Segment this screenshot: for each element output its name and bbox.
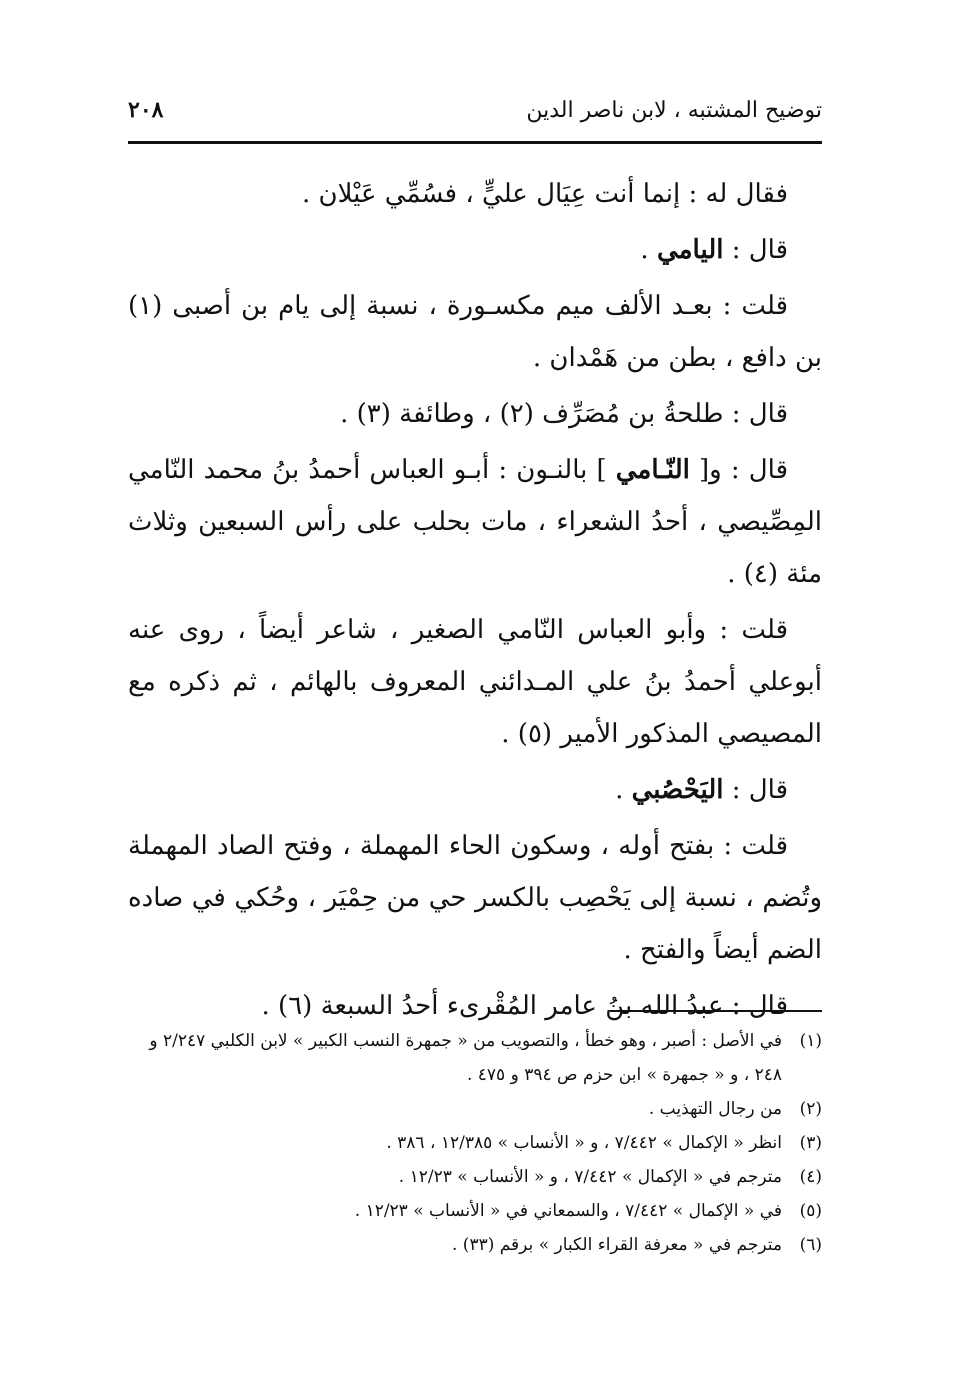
- page-header: [128, 90, 822, 130]
- paragraph: فقال له : إنما أنت عِيَال عليٍّ ، فسُمِّي عَيْلان .: [302, 179, 788, 209]
- paragraph: قلت : بعـد الألف ميم مكسـورة ، نسبة إلى يام بن أصبى (١) بن دافع ، بطن من هَمْدان .: [128, 291, 822, 373]
- paragraph: قال : اليَحْصُبي .: [615, 775, 788, 805]
- footnote: (٣) انظر « الإكمال » ٧/٤٤٢ ، و « الأنساب » ١٢/٣٨٥ ، ٣٨٦ .: [128, 1126, 822, 1160]
- entry-heading: اليامي: [656, 235, 724, 265]
- footnote: (٢) من رجال التهذيب .: [128, 1092, 822, 1126]
- paragraph: قال : و[ النّـامي ] بالنـون : أبـو العباس أحمدُ بنُ محمد النّامي المِصِّيصي ، أحدُ الشعراء ، مات بحلب على رأس السبعين وثلاث مئة (٤) .: [128, 455, 822, 589]
- footnote-number: (٤): [799, 1167, 822, 1187]
- footnote-number: (٥): [799, 1201, 822, 1221]
- entry-heading: النّـامي: [615, 455, 690, 485]
- footnote-number: (٦): [799, 1235, 822, 1255]
- footnote-number: (٢): [799, 1099, 822, 1119]
- footnote: (١) في الأصل : أصبر ، وهو خطأ ، والتصويب من « جمهرة النسب الكبير » لابن الكلبي ٢/٢٤٧ و ٢٤٨ ، و « جمهرة » ابن حزم ص ٣٩٤ و ٤٧٥ .: [128, 1024, 822, 1092]
- footnote-separator: [610, 1010, 822, 1012]
- entry-heading: اليَحْصُبي: [631, 775, 724, 805]
- paragraph: قلت : بفتح أوله ، وسكون الحاء المهملة ، وفتح الصاد المهملة وتُضم ، نسبة إلى يَحْصِب بالكسر حي من حِمْيَر ، وحُكي في صاده الضم أيضاً والفتح .: [128, 831, 822, 965]
- running-title: توضيح المشتبه ، لابن ناصر الدين: [526, 97, 822, 123]
- footnote-number: (٣): [799, 1133, 822, 1153]
- header-rule: [128, 141, 822, 144]
- footnote-number: (١): [799, 1031, 822, 1051]
- paragraph: قلت : وأبو العباس النّامي الصغير ، شاعر أيضاً ، روى عنه أبوعلي أحمدُ بنُ علي المـدائني المعروف بالهائم ، ثم ذكره مع المصيصي المذكور الأمير (٥) .: [128, 615, 822, 749]
- page-number: ٢٠٨: [128, 97, 164, 123]
- paragraph: قال : اليامي .: [640, 235, 788, 265]
- paragraph: قال : طلحةُ بن مُصَرِّف (٢) ، وطائفة (٣) .: [340, 399, 788, 429]
- footnote: (٤) مترجم في « الإكمال » ٧/٤٤٢ ، و « الأنساب » ١٢/٢٣ .: [128, 1160, 822, 1194]
- footnotes: [128, 1024, 822, 1262]
- paragraph: قال : عبدُ الله بنُ عامر المُقْرىء أحدُ السبعة (٦) .: [261, 991, 788, 1021]
- main-text: [128, 168, 822, 1036]
- footnote: (٦) مترجم في « معرفة القراء الكبار » برقم (٣٣) .: [128, 1228, 822, 1262]
- footnote: (٥) في « الإكمال » ٧/٤٤٢ ، والسمعاني في « الأنساب » ١٢/٢٣ .: [128, 1194, 822, 1228]
